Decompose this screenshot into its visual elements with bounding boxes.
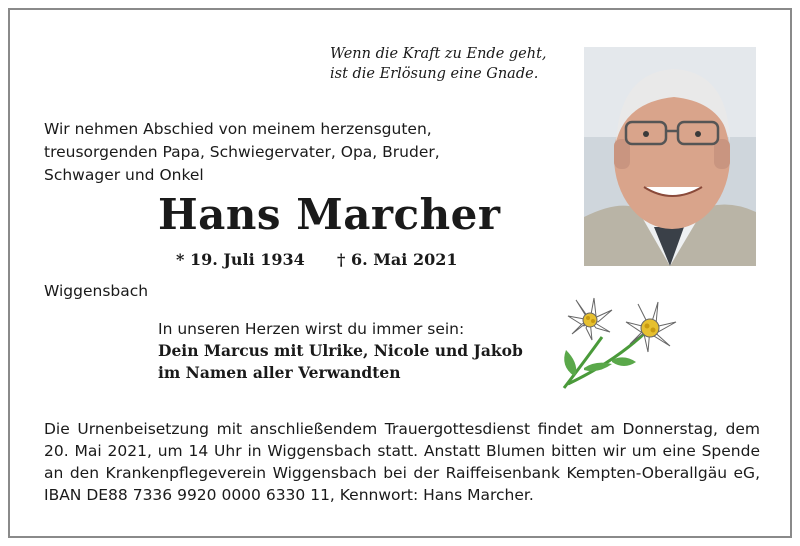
birth-date: * 19. Juli 1934 (176, 250, 305, 269)
death-date: † 6. Mai 2021 (337, 250, 458, 269)
intro-line-2: treusorgenden Papa, Schwiegervater, Opa, Bruder, (44, 143, 440, 161)
mourners-line-1: In unseren Herzen wirst du immer sein: (158, 320, 465, 338)
edelweiss-icon (554, 292, 684, 392)
motto-line-2: ist die Erlösung eine Gnade. (330, 66, 539, 82)
motto (330, 44, 570, 84)
motto-line-1: Wenn die Kraft zu Ende geht, (330, 46, 547, 62)
mourners-line-2: Dein Marcus mit Ulrike, Nicole und Jakob (158, 341, 523, 360)
deceased-name: Hans Marcher (158, 190, 501, 239)
hometown: Wiggensbach (44, 282, 149, 300)
mourners-block (158, 318, 538, 384)
portrait-photo (584, 47, 756, 266)
mourners-line-3: im Namen aller Verwandten (158, 363, 401, 382)
intro-text (44, 118, 564, 187)
intro-line-1: Wir nehmen Abschied von meinem herzensguten, (44, 120, 432, 138)
portrait-photo-icon (584, 47, 756, 266)
funeral-details: Die Urnenbeisetzung mit anschließendem Trauergottesdienst findet am Donnerstag, dem 20. Mai 2021, um 14 Uhr in Wiggensbach statt. Anstatt Blumen bitten wir um eine Spende an den Krankenpflegeverein Wiggensbach bei der Raiffeisenbank Kempten-Oberallgäu eG, IBAN DE88 7336 9920 0000 6330 11, Kennwort: Hans Marcher. (44, 420, 760, 504)
intro-line-3: Schwager und Onkel (44, 166, 204, 184)
